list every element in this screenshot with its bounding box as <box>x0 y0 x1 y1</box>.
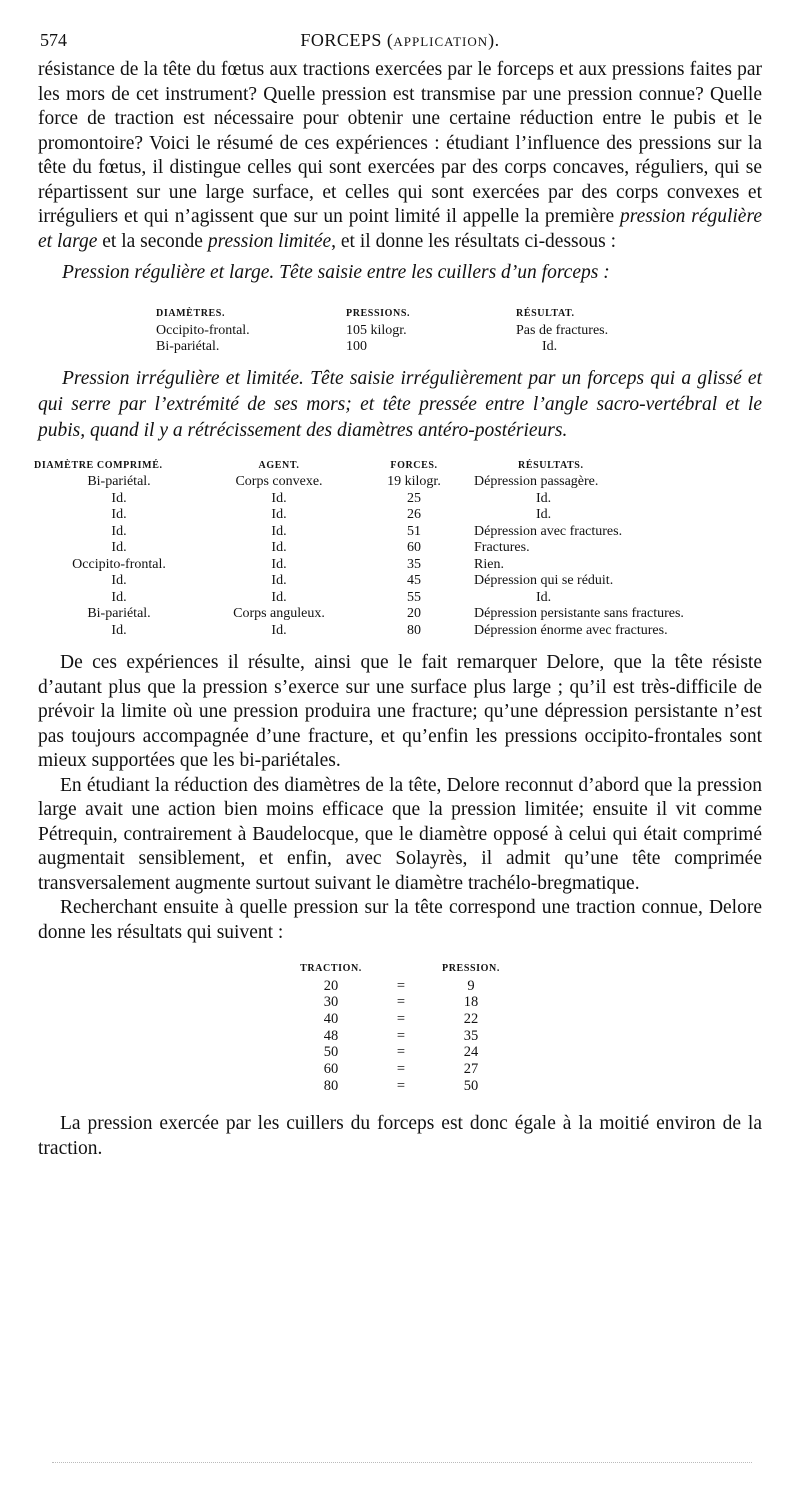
table-row <box>34 540 770 557</box>
table1-header-2: RÉSULTAT. <box>516 308 575 319</box>
equals-sign: = <box>396 1077 406 1094</box>
table-irregular-pressure <box>34 458 770 640</box>
table2-cell: Dépression avec fractures. <box>474 523 623 539</box>
page-number: 574 <box>40 30 67 50</box>
table1-header-0: DIAMÈTRES. <box>156 308 226 319</box>
table3-header-spacer <box>366 961 436 978</box>
running-header <box>38 30 762 58</box>
table2-cell: Bi-pariétal. <box>87 474 151 489</box>
table-row <box>34 573 770 590</box>
table2-cell: Id. <box>536 490 552 506</box>
running-title <box>38 30 762 51</box>
table2-cell: Id. <box>271 589 287 605</box>
equals-sign: = <box>396 1027 406 1044</box>
traction-cell: 40 <box>323 1010 339 1027</box>
table2-cell: 20 <box>407 606 421 621</box>
table1-cell: Occipito-frontal. <box>156 322 250 338</box>
table2-cell: 25 <box>407 490 421 506</box>
table1-header-1: PRESSIONS. <box>346 308 411 319</box>
pressure-cell: 24 <box>463 1044 479 1061</box>
p1-mid: et la seconde <box>97 230 208 252</box>
table-row <box>34 623 770 640</box>
footer-bleed-line <box>52 1462 752 1463</box>
pressure-cell: 27 <box>463 1061 479 1078</box>
p1-text: résistance de la tête du fœtus aux tractions exercées par le forceps et aux pressions faites par les mors de cet instrument? Quelle pression est transmise par une pression connue? Quelle force de traction est nécessaire pour obtenir une certaine réduction entre le pubis et le promontoire? Voici le résumé de ces expériences : étudiant l’influence des pressions sur la tête du fœtus, il distingue celles qui sont exercées par des corps concaves, réguliers, qui se répartissent sur une large surface, et celles qui sont exercées par des corps convexes et irréguliers et qui n’agissent que sur un point limité il appelle la première <box>38 59 762 227</box>
equals-sign: = <box>396 994 406 1011</box>
equals-sign: = <box>396 1010 406 1027</box>
table2-cell: 19 kilogr. <box>387 474 441 489</box>
table-row <box>296 1078 506 1095</box>
table2-cell: 55 <box>407 589 421 605</box>
pressure-cell: 22 <box>463 1010 479 1027</box>
table1-cell: 105 kilogr. <box>346 322 407 338</box>
paragraph-2: De ces expériences il résulte, ainsi que le fait remarquer Delore, que la tête résiste d’autant plus que la pression s’exerce sur une surface plus large ; qu’il est très-difficile de prévoir la limite où une pression produira une fracture; qu’une dépression persistante n’est pas toujours accompagnée d’une fracture, et qu’enfin les pressions occipito-frontales sont mieux supportées que les bi-pariétales. <box>38 652 762 771</box>
table-row <box>34 507 770 524</box>
table2-cell: Dépression énorme avec fractures. <box>474 622 668 638</box>
paragraph-3: En étudiant la réduction des diamètres de la tête, Delore reconnut d’abord que la pression large avait une action bien moins efficace que la pression limitée; ensuite il vit comme Pétrequin, contrairement à Baudelocque, que le diamètre opposé à celui qui était comprimé augmentait sensiblement, et enfin, avec Solayrès, il admit qu’une tête comprimée transversalement augmente surtout suivant le diamètre trachélo-bregmatique. <box>38 774 762 894</box>
table1-cell: Id. <box>542 339 558 354</box>
traction-cell: 60 <box>323 1061 339 1078</box>
table2-cell: Id. <box>111 490 127 506</box>
table2-cell: 35 <box>407 556 421 572</box>
title-end: ). <box>488 30 500 50</box>
table-row <box>34 524 770 541</box>
title-main: FORCEPS ( <box>300 30 394 50</box>
table2-header-1: AGENT. <box>258 459 300 471</box>
pressure-cell: 50 <box>463 1077 479 1094</box>
table2-header-2: FORCES. <box>390 459 438 471</box>
heading-irregular-pressure: Pression irrégulière et limitée. Tête saisie irrégulièrement par un forceps qui a glissé et qui serre par l’extrémité de ses mors; et tête pressée entre l’angle sacro-vertébral et le pubis, quand il y a rétrécissement des diamètres antéro-postérieurs. <box>38 367 762 441</box>
table-row <box>34 474 770 491</box>
table2-header-3: RÉSULTATS. <box>518 459 584 471</box>
table2-cell: Id. <box>271 523 287 539</box>
title-small: APPLICATION <box>393 34 489 49</box>
table1-cell: 100 <box>346 339 367 354</box>
table-row <box>296 978 506 995</box>
table2-cell: Id. <box>271 540 287 555</box>
table2-cell: Id. <box>111 622 127 638</box>
table2-cell: Id. <box>271 507 287 522</box>
equals-sign: = <box>396 1061 406 1078</box>
table3-header-1: PRESSION. <box>442 963 500 974</box>
p1-end: , et il donne les résultats ci-dessous : <box>331 230 617 252</box>
table-row <box>156 323 608 340</box>
table-row <box>296 1061 506 1078</box>
table2-cell: Id. <box>111 573 127 588</box>
table-row <box>156 339 608 356</box>
table2-cell: Id. <box>111 523 127 539</box>
table2-cell: Id. <box>111 589 127 605</box>
table2-cell: Id. <box>271 622 287 638</box>
table2-cell: Id. <box>111 507 127 522</box>
table2-cell: Id. <box>271 490 287 506</box>
table2-cell: Dépression passagère. <box>474 474 599 489</box>
table3-header-0: TRACTION. <box>300 963 362 974</box>
table2-cell: Id. <box>111 540 127 555</box>
equals-sign: = <box>396 1044 406 1061</box>
table-row <box>296 1044 506 1061</box>
table2-cell: Corps convexe. <box>235 474 323 489</box>
table1-cell: Pas de fractures. <box>516 322 609 338</box>
table2-cell: 26 <box>407 507 421 522</box>
p1-italic-b: pression limitée <box>207 230 332 252</box>
traction-cell: 48 <box>323 1027 339 1044</box>
table-row <box>296 994 506 1011</box>
table2-cell: Id. <box>271 573 287 588</box>
table2-cell: 51 <box>407 523 421 539</box>
traction-cell: 50 <box>323 1044 339 1061</box>
traction-cell: 20 <box>323 977 339 994</box>
table2-cell: Id. <box>536 507 552 522</box>
table1-cell: Bi-pariétal. <box>156 339 220 354</box>
table-row <box>296 1011 506 1028</box>
table2-cell: 80 <box>407 622 421 638</box>
heading-regular-pressure: Pression régulière et large. Tête saisie entre les cuillers d’un forceps : <box>62 262 610 283</box>
page <box>34 30 762 1161</box>
table2-cell: Id. <box>271 556 287 572</box>
table2-cell: 60 <box>407 540 421 555</box>
paragraph-1 <box>38 58 762 254</box>
paragraph-5: La pression exercée par les cuillers du forceps est donc égale à la moitié environ de la traction. <box>38 1113 762 1159</box>
table-row <box>296 1028 506 1045</box>
table2-header-0: DIAMÈTRE COMPRIMÉ. <box>34 459 163 471</box>
pressure-cell: 35 <box>463 1027 479 1044</box>
table2-cell: Id. <box>536 589 552 605</box>
table2-cell: Occipito-frontal. <box>72 556 166 572</box>
table-traction-pressure <box>296 961 506 1094</box>
table2-cell: 45 <box>407 573 421 588</box>
table-row <box>34 606 770 623</box>
pressure-cell: 18 <box>463 994 479 1011</box>
equals-sign: = <box>396 977 406 994</box>
table2-cell: Corps anguleux. <box>233 606 325 621</box>
table2-cell: Dépression persistante sans fractures. <box>474 606 684 621</box>
traction-cell: 80 <box>323 1077 339 1094</box>
traction-cell: 30 <box>323 994 339 1011</box>
table-row <box>34 590 770 607</box>
paragraph-4: Recherchant ensuite à quelle pression sur la tête correspond une traction connue, Delore donne les résultats qui suivent : <box>38 897 762 943</box>
pressure-cell: 9 <box>467 977 475 994</box>
table2-cell: Rien. <box>474 556 504 572</box>
table-row <box>34 557 770 574</box>
table2-cell: Bi-pariétal. <box>87 606 151 621</box>
table2-cell: Fractures. <box>474 540 530 555</box>
p1-italic-a: pression régulière et large <box>38 206 762 252</box>
table-row <box>34 491 770 508</box>
table-regular-pressure <box>156 306 608 356</box>
table2-cell: Dépression qui se réduit. <box>474 573 614 588</box>
